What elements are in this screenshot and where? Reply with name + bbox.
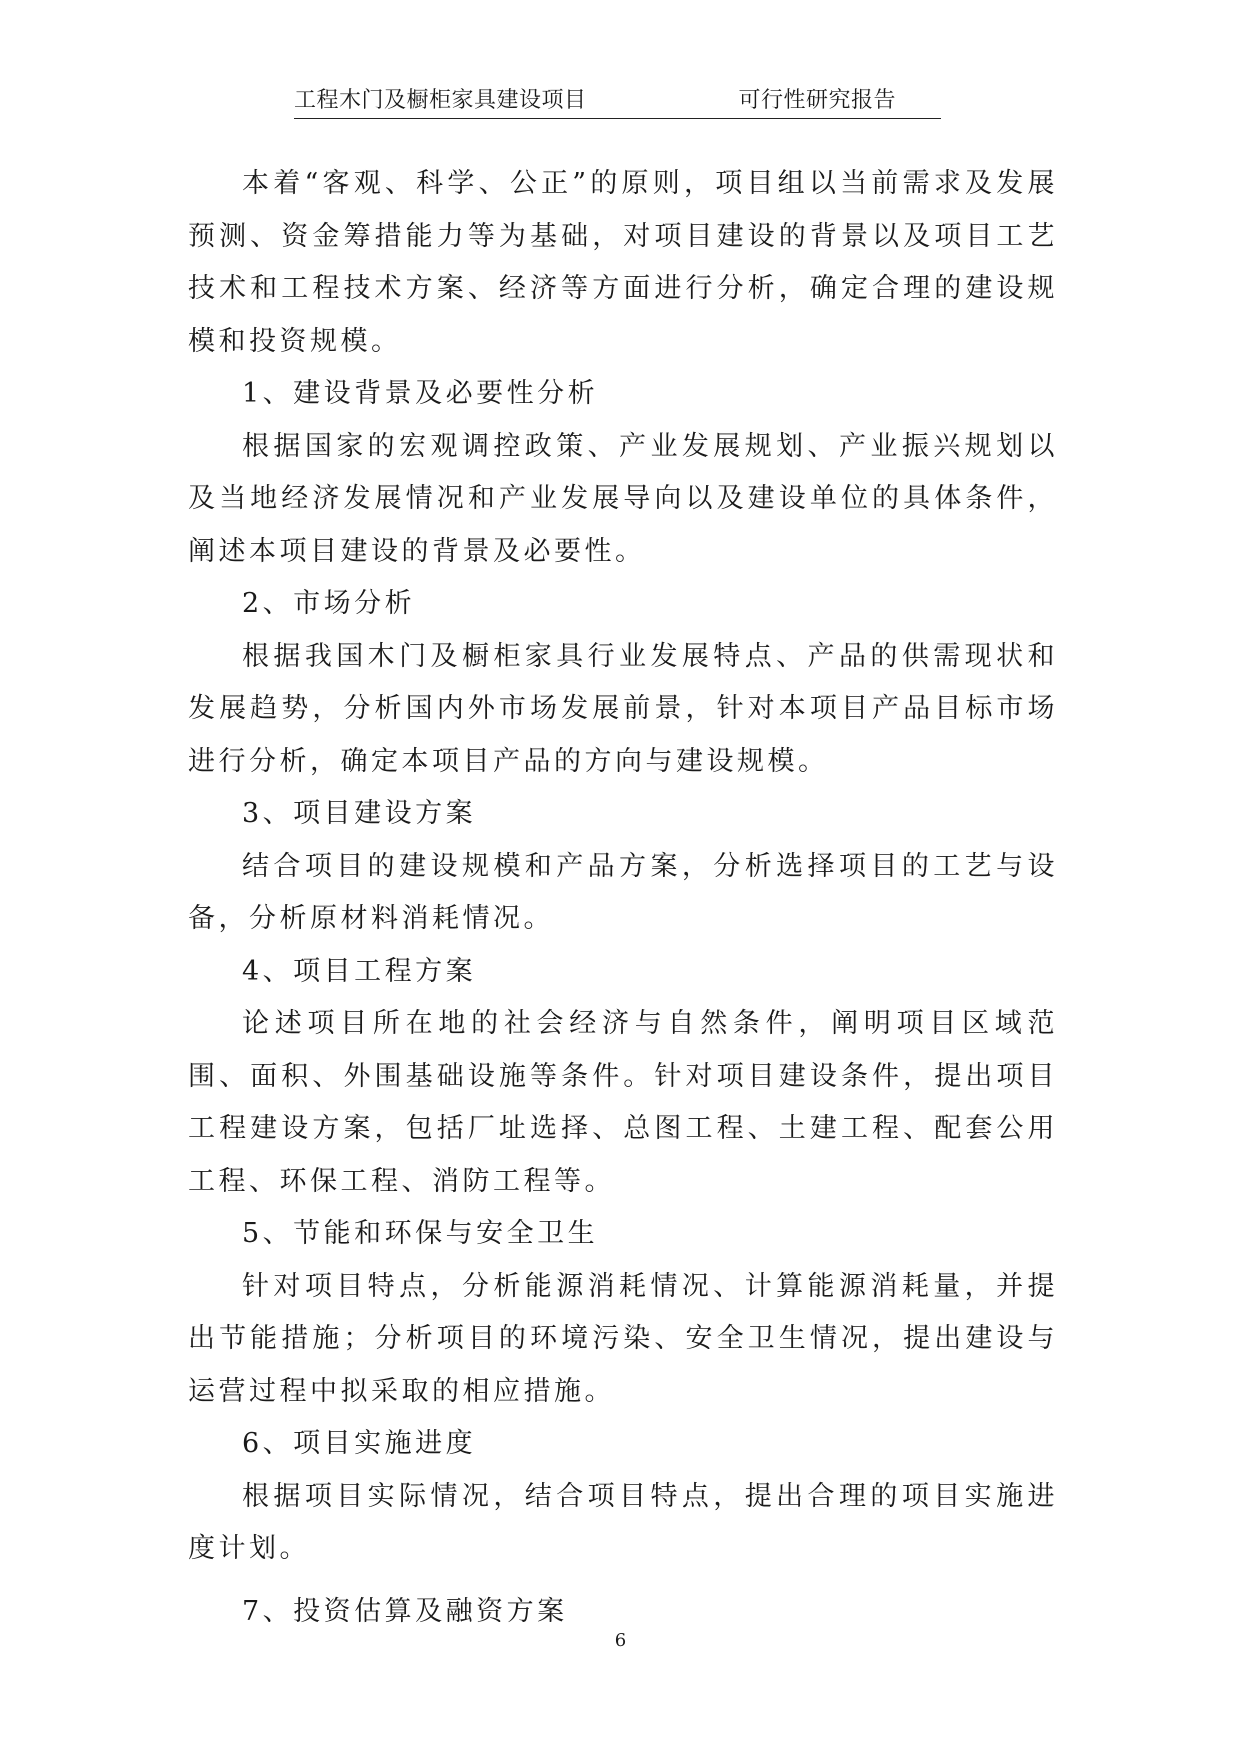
section-heading-7: 7、投资估算及融资方案	[242, 1595, 568, 1627]
section-heading-1: 1、建设背景及必要性分析	[242, 378, 599, 409]
section-heading-4: 4、项目工程方案	[242, 955, 477, 987]
intro-paragraph: 本着“客观、科学、公正”的原则，项目组以当前需求及发展预测、资金筹措能力等为基础，对项目建设的背景以及项目工艺技术和工程技术方案、经济等方面进行分析，确定合理的建设规模和投资规模。	[188, 168, 1058, 357]
section-paragraph-2: 根据我国木门及橱柜家具行业发展特点、产品的供需现状和发展趋势，分析国内外市场发展前景，针对本项目产品目标市场进行分析，确定本项目产品的方向与建设规模。	[188, 640, 1058, 777]
section-heading-3: 3、项目建设方案	[242, 798, 477, 829]
header-document-title: 工程木门及橱柜家具建设项目	[294, 88, 587, 113]
section-paragraph-3: 结合项目的建设规模和产品方案，分析选择项目的工艺与设备，分析原材料消耗情况。	[188, 850, 1058, 934]
header-report-type: 可行性研究报告	[738, 88, 896, 113]
document-body	[188, 158, 1058, 1638]
section-paragraph-1: 根据国家的宏观调控政策、产业发展规划、产业振兴规划以及当地经济发展情况和产业发展导向以及建设单位的具体条件，阐述本项目建设的背景及必要性。	[188, 430, 1058, 567]
section-paragraph-4: 论述项目所在地的社会经济与自然条件，阐明项目区域范围、面积、外围基础设施等条件。针对项目建设条件，提出项目工程建设方案，包括厂址选择、总图工程、土建工程、配套公用工程、环保工程、消防工程等。	[188, 1008, 1058, 1197]
section-paragraph-5: 针对项目特点，分析能源消耗情况、计算能源消耗量，并提出节能措施；分析项目的环境污染、安全卫生情况，提出建设与运营过程中拟采取的相应措施。	[188, 1270, 1058, 1407]
page-number: 6	[614, 1630, 627, 1651]
section-heading-2: 2、市场分析	[242, 588, 416, 619]
section-heading-6: 6、项目实施进度	[242, 1428, 477, 1459]
page-header	[294, 84, 941, 119]
section-heading-5: 5、节能和环保与安全卫生	[242, 1218, 599, 1249]
section-paragraph-6: 根据项目实际情况，结合项目特点，提出合理的项目实施进度计划。	[188, 1480, 1058, 1564]
